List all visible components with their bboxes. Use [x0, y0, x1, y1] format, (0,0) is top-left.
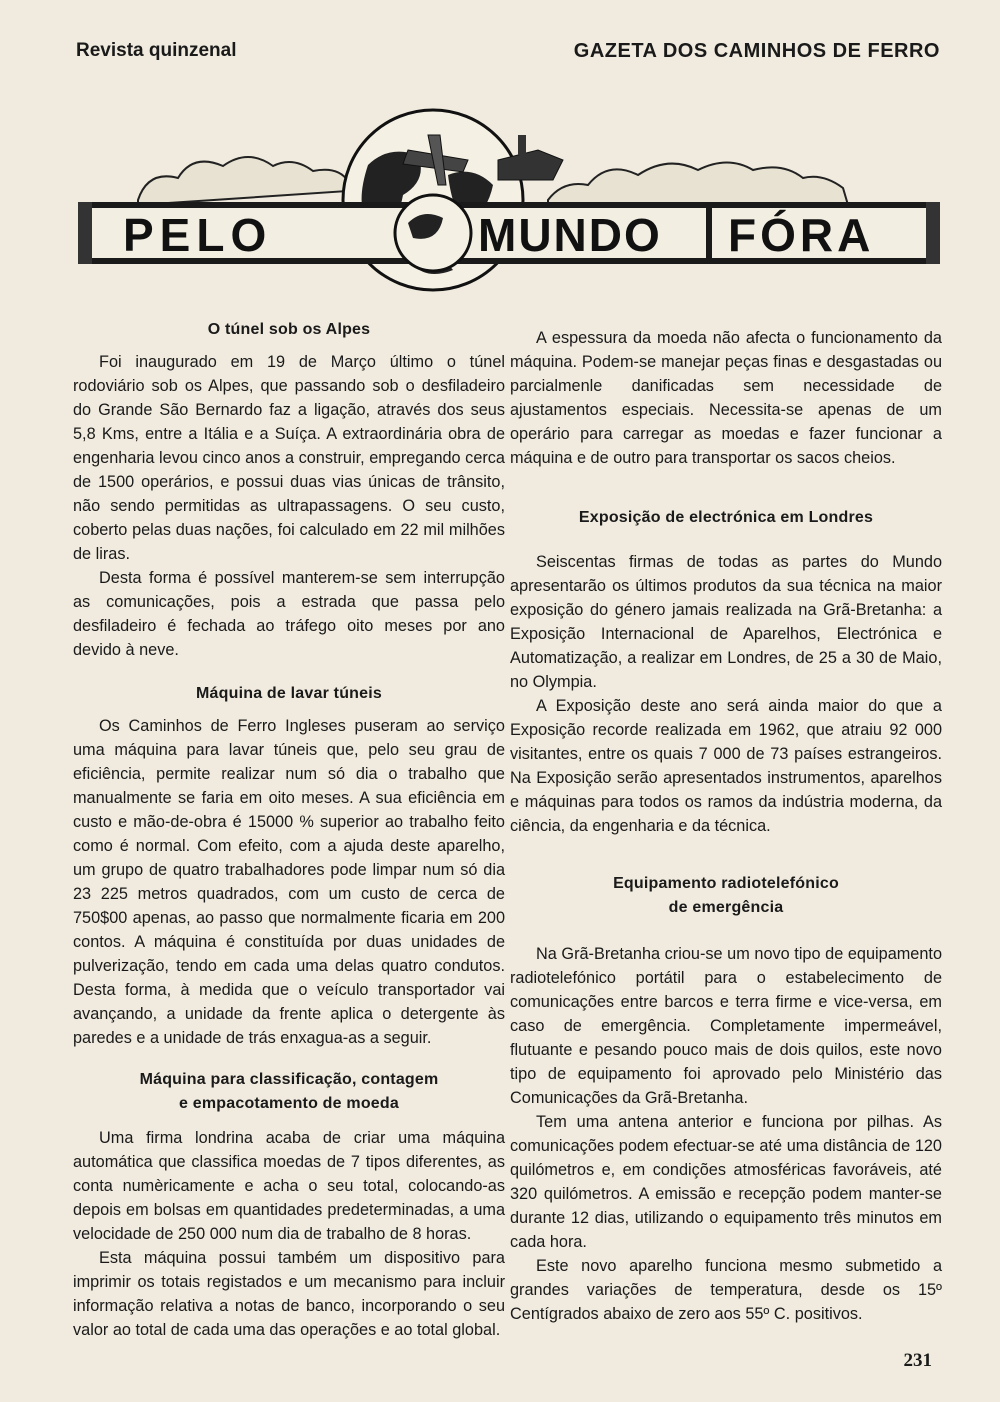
article-title-moeda-1: Máquina para classificação, contagem: [139, 1071, 439, 1088]
right-column: [510, 326, 942, 1326]
running-header-left: Revista quinzenal: [76, 40, 237, 61]
article-title-exposicao: Exposição de electrónica em Londres: [578, 509, 874, 526]
paragraph: Uma firma londrina acaba de criar uma máquina automática que classifica moedas de 7 tipos diferentes, as conta numèricamente e acha o seu total, colocando-as depois em bolsas em quantidades predeterminadas, a uma velocidade de 250 000 num dia de trabalho de 8 horas.: [73, 1129, 505, 1243]
article-title-lavar: Máquina de lavar túneis: [196, 685, 382, 702]
paragraph: Este novo aparelho funciona mesmo submetido a grandes variações de temperatura, desde os 15º Centígrados abaixo de zero aos 55º C. positivos.: [510, 1257, 942, 1323]
banner-word-2: MUNDO: [478, 209, 662, 261]
article-title-moeda-2: e empacotamento de moeda: [179, 1095, 399, 1112]
paragraph: A espessura da moeda não afecta o funcionamento da máquina. Podem-se manejar peças finas e desgastadas ou parcialmenle danificadas sem necessidade de ajustamentos especiais. Necessita-se apenas de um operário para carregar as moedas e fazer funcionar a máquina e de outro para transportar os sacos cheios.: [510, 329, 942, 467]
paragraph: Tem uma antena anterior e funciona por pilhas. As comunicações podem efectuar-se até uma distância de 120 quilómetros e, em condições atmosféricas favoráveis, até 320 quilómetros. A emissão e recepção podem manter-se durante 12 dias, utilizando o equipamento três minutos em cada hora.: [510, 1113, 942, 1251]
left-column: [73, 318, 505, 1339]
paragraph: Desta forma é possível manterem-se sem interrupção as comunicações, pois a estrada que passa pelo desfiladeiro é fechada ao tráfego oito meses por ano devido à neve.: [73, 569, 505, 659]
article-title-radio-1: Equipamento radiotelefónico: [613, 875, 839, 892]
article-title-radio-2: de emergência: [668, 899, 784, 916]
paragraph: Na Grã-Bretanha criou-se um novo tipo de equipamento radiotelefónico portátil para o estabelecimento de comunicações entre barcos e terra firme e vice-versa, em caso de emergência. Completamente impermeável, flutuante e pesando pouco mais de dois quilos, este novo tipo de equipamento foi aprovado pelo Ministério das Comunicações da Grã-Bretanha.: [510, 945, 942, 1107]
paragraph: Foi inaugurado em 19 de Março último o túnel rodoviário sob os Alpes, que passando sob o desfiladeiro do Grande São Bernardo faz a ligação, através dos seus 5,8 Kms, entre a Itália e a Suíça. A extraordinária obra de engenharia levou cinco anos a construir, empregando cerca de 1500 operários, e possui duas vias únicas de trânsito, não sendo permitidas as ultrapassagens. O seu custo, coberto pelas duas nações, foi calculado em 22 mil milhões de liras.: [73, 353, 505, 563]
article-title-tunel: O túnel sob os Alpes: [207, 321, 371, 338]
banner-word-1: PELO: [123, 209, 273, 261]
running-header-right: GAZETA DOS CAMINHOS DE FERRO: [573, 40, 940, 62]
paragraph: Os Caminhos de Ferro Ingleses puseram ao serviço uma máquina para lavar túneis que, pelo seu grau de eficiência, permite realizar num só dia o trabalho que manualmente se faria em oito meses. A sua eficiência em custo e mão-de-obra é 15000 % superior ao trabalho feito como é normal. Com efeito, com a ajuda deste aparelho, um grupo de quatro trabalhadores pode limpar num só dia 23 225 metros quadrados, com um custo de cerca de 750$00 apenas, ao passo que normalmente ficaria em 200 contos. A máquina é constituída por duas unidades de pulverização, tendo em cada uma delas quatro condutos. Desta forma, à medida que o veículo transportador vai avançando, a unidade da frente aplica o detergente às paredes e a unidade de trás enxagua-as a seguir.: [73, 717, 505, 1047]
paragraph: Seiscentas firmas de todas as partes do Mundo apresentarão os últimos produtos da sua técnica na maior exposição do género jamais realizada na Grã-Bretanha: a Exposição Internacional de Aparelhos, Electrónica e Automatização, a realizar em Londres, de 25 a 30 de Maio, no Olympia.: [510, 553, 942, 691]
banner-word-3: FÓRA: [728, 209, 875, 261]
paragraph: Esta máquina possui também um dispositivo para imprimir os totais registados e um mecanismo para incluir informação relativa a notas de banco, incorporando o seu valor ao total de cada uma das operações e ao total global.: [73, 1249, 505, 1339]
page-number: 231: [903, 1350, 932, 1371]
banner-pelo-mundo-fora: [78, 105, 940, 275]
paragraph: A Exposição deste ano será ainda maior do que a Exposição recorde realizada em 1962, que atraiu 92 000 visitantes, entre os quais 7 000 de 73 países estrangeiros. Na Exposição serão apresentados instrumentos, aparelhos e máquinas para todos os ramos da indústria moderna, da ciência, da engenharia e da técnica.: [510, 697, 942, 835]
